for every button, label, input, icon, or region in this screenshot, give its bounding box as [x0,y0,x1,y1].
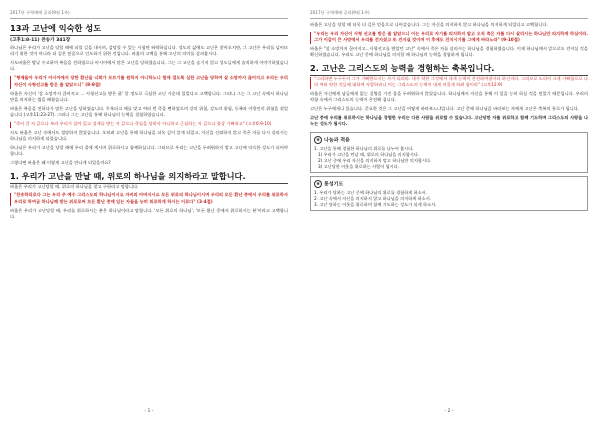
sharing-box [310,132,588,173]
paragraph: 바울은 복음을 전하다가 많은 고난을 당하였습니다. 투옥되고 매를 맞고 여러 번 죽을 뻔하였으며 강의 위험, 강도의 위험, 동족과 이방인의 위험을 겪었습니다 (고후11:23-27). 그러나 그는 고난을 통해 하나님의 능력을 경험하였습니다. [10,106,288,119]
list-item: 1. 우리가 당하는 고난 중에 하나님의 위로를 경험하게 하소서. [314,189,428,195]
paragraph: 하나님은 우리가 고난을 당할 때에 우리 곁에 계시며 위로하시고 함께하십니다. 그러므로 우리는 고난을 두려워하지 말고 고난에 익숙한 성도가 되어야 합니다. [10,146,288,158]
prayer-box [310,176,588,211]
paragraph: 그렇다면 바울은 왜 이렇게 고난을 만나게 되었을까요? [10,161,111,167]
scripture-quote: "우리는 우리 자신이 사형 선고를 받은 줄 알았으니 이는 우리로 자기를 의지하지 말고 오직 죽은 자를 다시 살리시는 하나님만 의지하게 하심이라. 그가 이같이 큰 사망에서 우리를 건지셨고 또 건지실 것이며 이 후에도 건지시기를 그에게 바라노라" (9-10절) [310,32,588,45]
page-left [10,10,288,414]
list-item: 3) 고난당한 이웃을 위로하는 사람이 됩시다. [318,163,400,169]
prayer-title-text: 통성기도 [324,181,344,188]
prayer-title [314,180,584,188]
circled-number-icon: ✽ [314,180,322,188]
list-item: 1) 우리가 고난을 만날 때, 위로의 하나님을 의지합시다. [318,151,420,157]
paragraph: 바울은 자신이 '살 소망까지 끊어지고 ... 사형선고를 받은 줄' 알 정도로 극심한 고난 가운데 있었다고 고백합니다. 그러나 그는 그 고난 속에서 하나님만을 의지하는 법을 배웠습니다. [10,91,288,103]
paragraph: 고난은 누구에게나 있습니다. 중요한 것은 그 고난을 어떻게 바라보느냐입니다. 고난 중에 하나님을 바라보는 자에게 고난은 축복의 통로가 됩니다. [310,107,580,113]
paragraph: 바울은 자신에게 남들에게 없는 질병을 가진 몸을 두려워하지 않았습니다. 하나님께서 자신을 통해 이 일을 능히 하실 것을 믿었기 때문입니다. 우리의 약함 속에서 그리스도의 능력이 온전해 집니다. [310,91,588,104]
paragraph: 고난 중에 우리를 위로하시는 하나님을 경험한 우리는 다른 사람을 위로할 수 있습니다. 고난당한 자를 위로하고 함께 기도하며 그리스도의 사랑을 나누는 성도가 됩시다. [310,115,588,128]
paragraph: 바울은 "살 소망까지 끊어지고...사형선고를 받았던 고난" 속에서 죽은 자를 살리시는 하나님을 경험하였습니다. 이제 하나님께서 앞으로도 건지실 것을 확신하였습니다. 우리도 고난 중에 하나님을 의지할 때 하나님의 능력을 경험하게 됩니다. [310,47,588,59]
paragraph: 사도바울은 밤낮 수고하며 복음을 전하였으나 아시아에서 많은 고난을 당하였습니다. 그는 그 고난을 숨기지 않고 성도들에게 솔직하게 이야기하였습니다. [10,61,288,73]
paragraph: 사도 바울은 고난 속에서도 절망하지 않았습니다. 오히려 고난을 통해 하나님을 더욱 깊이 알게 되었고, 자신을 신뢰하지 않고 죽은 자를 다시 살리시는 하나님을 의지하게 되었습니다. [10,130,288,143]
page-number: - 2 - [444,409,454,414]
scripture-quote: "그리하면 누구든지 그가 기뻐받으시는 자가 되리라. 내가 약한 그것에서 내게 능력이 온전하여짐이라 하신지라. 그러므로 도리어 크게 기뻐함으로 나의 여러 약한 것들에 대하여 자랑하리니 이는 그리스도의 능력이 내게 머물게 하려 함이라" (고후12:9) [310,77,588,90]
sharing-title [314,136,584,144]
circled-number-icon: ✽ [314,136,322,144]
lesson-subtitle: (고후1:8-11) 찬송가 341장 [10,38,71,43]
page-right [310,10,588,414]
list-item: 3. 고난 당하는 이웃을 위로하며 함께 기도하는 성도가 되게 하소서. [314,202,437,208]
scripture-quote: "찬송하리로다 그는 우리 주 예수 그리스도의 하나님이시요 자비의 아버지시요 모든 위로의 하나님이시며 우리의 모든 환난 중에서 우리를 위로하사 우리로 하여금 하나님께 받는 위로로써 모든 환난 중에 있는 자들을 능히 위로하게 하시는 이로다" (3-4절) [10,193,288,206]
scripture-quote: "형제들아 우리가 아시아에서 당한 환난을 너희가 모르기를 원하지 아니하노니 힘에 겹도록 심한 고난을 당하여 살 소망까지 끊어지고 우리는 우리 자신이 사형선고를 받은 줄 알았으니" (8-9절) [10,76,288,89]
page-header: 2017년 구역예배 공과(9월 1주) [310,10,370,15]
list-item: 2. 고난 속에서 자신을 의지하지 않고 하나님을 의지하게 하소서. [314,196,432,201]
lesson-title: 13과 고난에 익숙한 성도 [10,23,288,36]
list-item: 2) 고난 중에 우리 자신을 의지하지 말고 하나님만 의지합시다. [318,157,432,163]
paragraph: 바울은 우리가 고난당할 때, 위로의 하나님을 찾고 구하라고 말합니다. [10,184,139,190]
page-header: 2017년 구역예배 공과(9월 1주) [10,10,70,15]
paragraph: 바울은 고난을 당할 때 더욱 더 깊은 믿음으로 나아갔습니다. 그는 자신을 의지하지 않고 하나님을 의지하게 되었다고 고백합니다. [310,23,548,28]
sharing-title-text: 나눔과 적용 [324,137,350,144]
section-1-title: 1. 우리가 고난을 만날 때, 위로의 하나님을 의지하라고 말합니다. [10,171,288,184]
scripture-quote: "죽어 갈 자 같으나 보라 우리가 살아 있고 징계를 받는 자 같으나 죽임을 당하지 아니하고 근심하는 자 같으나 항상 기뻐하고" (고후6:9-10) [10,122,288,128]
paragraph: 바울은 우리가 고난당할 때, 우리를 위로하시는 분은 하나님이라고 말합니다. '모든 위로의 하나님', '모든 환난 중에서 위로하시는 분'이라고 고백합니다. [10,208,288,220]
header-divider [10,18,288,19]
sharing-intro: 1. 고난을 통해 경험한 하나님의 위로를 나누어 봅시다. [314,145,414,151]
header-divider [310,18,588,19]
page-number: - 1 - [144,409,154,414]
section-2-title: 2. 고난은 그리스도의 능력을 경험하는 축복입니다. [310,63,588,76]
paragraph: 하나님은 우리가 고난을 당할 때에 피할 길을 내시며, 감당할 수 있는 시험만 허락하십니다. 성도의 삶에도 고난은 찾아오지만, 그 고난은 우리를 넘어뜨리기 위한 것이 아니라 더 깊은 믿음으로 인도하기 위한 것입니다. 바울의 고백을 통해 고난의 의미를 살펴봅시다. [10,46,288,58]
